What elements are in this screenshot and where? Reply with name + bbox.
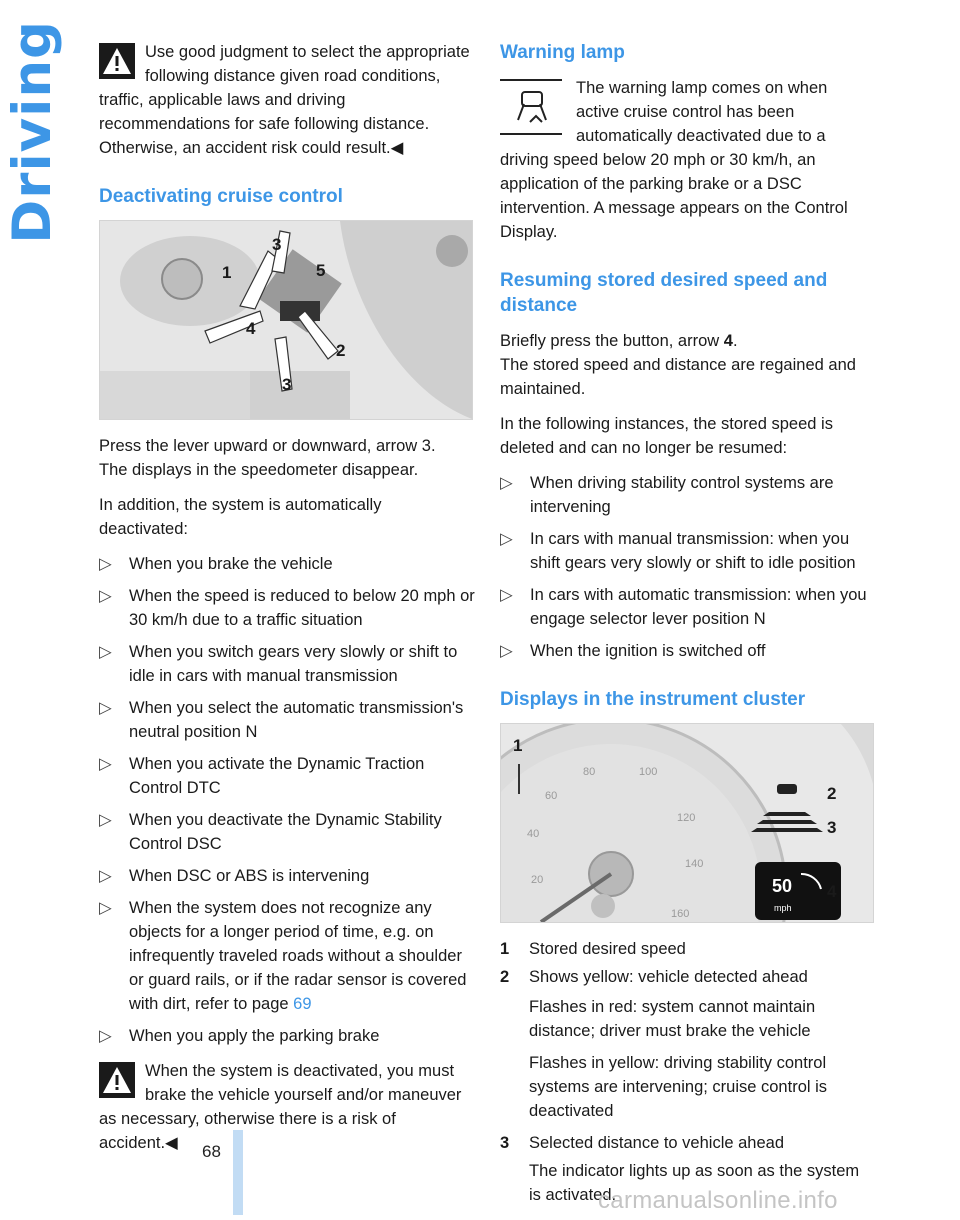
list-item	[99, 752, 475, 800]
warning-note-2	[99, 1059, 475, 1155]
list-item	[99, 864, 475, 888]
gauge-tick: 100	[639, 766, 658, 778]
heading-displays: Displays in the instrument cluster	[500, 689, 806, 710]
bullet-marker-icon: ▷	[99, 755, 112, 773]
gauge-tick: 60	[545, 790, 558, 802]
list-item	[500, 471, 872, 519]
resume-para-2: The stored speed and distance are regained and maintained.	[500, 356, 856, 398]
resume-para-1-text: Briefly press the button, arrow	[500, 332, 720, 350]
gauge-tick: 120	[677, 812, 696, 824]
list-item-text: When DSC or ABS is intervening	[129, 867, 370, 885]
figure1-label: 3	[272, 235, 282, 254]
figure-steering-lever	[99, 220, 473, 420]
list-item	[99, 696, 475, 744]
list-item	[99, 1024, 475, 1048]
list-item	[99, 896, 475, 1016]
heading-resuming: Resuming stored desired speed and distance	[500, 270, 828, 316]
legend-text: Stored desired speed	[529, 940, 686, 958]
gauge-tick: 20	[531, 874, 544, 886]
legend-number: 1	[500, 940, 510, 958]
legend-number: 3	[500, 1134, 510, 1152]
para-auto-deactivated: In addition, the system is automatically deactivated:	[99, 496, 382, 538]
list-item-text: In cars with manual transmission: when you shift gears very slowly or shift to idle position	[530, 530, 856, 572]
list-item	[500, 639, 872, 663]
list-item-text: When driving stability control systems are intervening	[530, 474, 834, 516]
watermark: carmanualsonline.info	[598, 1187, 838, 1214]
bullet-marker-icon: ▷	[500, 474, 513, 492]
figure2-label: 3	[827, 818, 837, 837]
figure2-label: 2	[827, 784, 837, 803]
bullet-marker-icon: ▷	[500, 530, 513, 548]
right-column	[500, 40, 872, 1215]
list-item-text: When the speed is reduced to below 20 mph or 30 km/h due to a traffic situation	[129, 587, 475, 629]
figure1-label: 3	[282, 375, 292, 394]
list-item	[99, 640, 475, 688]
list-item-text: When you switch gears very slowly or shift to idle in cars with manual transmission	[129, 643, 458, 685]
figure1-label: 5	[316, 261, 326, 280]
speed-unit: mph	[774, 903, 792, 913]
list-item	[99, 584, 475, 632]
arrow-number: 4	[723, 332, 733, 350]
resume-list	[500, 471, 872, 663]
list-item-text: When the ignition is switched off	[530, 642, 766, 660]
warning-lamp-text: The warning lamp comes on when active cruise control has been automatically deactivated due to a driving speed below 20 mph or 30 km/h, an application of the parking brake or a DSC intervention. A message appears on the Control Display.	[500, 79, 848, 241]
list-item	[99, 808, 475, 856]
legend-text: Selected distance to vehicle ahead	[529, 1134, 785, 1152]
para-press-lever-text: Press the lever upward or downward, arrow 3.	[99, 437, 436, 455]
bullet-marker-icon: ▷	[500, 642, 513, 660]
figure1-label: 1	[222, 263, 232, 282]
legend-sub: Flashes in red: system cannot maintain distance; driver must brake the vehicle	[529, 998, 816, 1040]
figure2-label: 1	[513, 736, 523, 755]
heading-deactivating: Deactivating cruise control	[99, 186, 343, 207]
list-item	[500, 583, 872, 631]
figure1-label: 4	[246, 319, 256, 338]
gauge-tick: 40	[527, 828, 540, 840]
left-column	[99, 40, 475, 1166]
para-displays-disappear: The displays in the speedometer disappear.	[99, 461, 419, 479]
page-bar	[233, 1130, 243, 1215]
list-item	[500, 527, 872, 575]
resume-para-1: Briefly press the button, arrow 4.	[500, 332, 738, 350]
figure-instrument-cluster	[500, 723, 874, 923]
legend-row	[500, 965, 872, 989]
deactivation-list	[99, 552, 475, 1048]
warning-lamp-block	[500, 76, 872, 244]
warning-text-2: When the system is deactivated, you must brake the vehicle yourself and/or maneuver as necessary, otherwise there is a risk of accident.◀	[99, 1062, 462, 1152]
bullet-marker-icon: ▷	[99, 587, 112, 605]
bullet-marker-icon: ▷	[500, 586, 513, 604]
list-item-text: When you brake the vehicle	[129, 555, 333, 573]
list-item-text: When the system does not recognize any objects for a longer period of time, e.g. on infrequently traveled roads without a shoulder or guard rails, or if the radar sensor is covered with dirt, refer to page	[129, 899, 467, 1013]
cruise-warning-lamp-icon	[500, 78, 562, 136]
figure2-label: 4	[827, 882, 837, 901]
heading-warning-lamp: Warning lamp	[500, 42, 625, 63]
legend-text: Shows yellow: vehicle detected ahead	[529, 968, 808, 986]
speed-value: 50	[772, 876, 793, 896]
resume-para-3: In the following instances, the stored speed is deleted and can no longer be resumed:	[500, 415, 833, 457]
para-press-lever	[99, 434, 475, 458]
bullet-marker-icon: ▷	[99, 867, 112, 885]
warning-note-1	[99, 40, 475, 160]
list-item-text: When you deactivate the Dynamic Stability Control DSC	[129, 811, 442, 853]
legend-number: 2	[500, 968, 510, 986]
gauge-tick: 160	[671, 908, 690, 920]
legend	[500, 937, 872, 1207]
warning-text-1: Use good judgment to select the appropriate following distance given road conditions, traffic, applicable laws and driving recommendations for safe following distance. Otherwise, an accident risk could result.◀	[99, 43, 470, 157]
legend-sub: The indicator lights up as soon as the system is activated.	[529, 1162, 860, 1204]
legend-sub: Flashes in yellow: driving stability control systems are intervening; cruise control is deactivated	[529, 1054, 828, 1120]
bullet-marker-icon: ▷	[99, 643, 112, 661]
warning-triangle-icon	[99, 43, 135, 79]
list-item-text: When you apply the parking brake	[129, 1027, 380, 1045]
gauge-tick: 140	[685, 858, 704, 870]
legend-row	[500, 937, 872, 961]
figure1-label: 2	[336, 341, 346, 360]
bullet-marker-icon: ▷	[99, 811, 112, 829]
list-item-text: When you select the automatic transmission's neutral position N	[129, 699, 464, 741]
page-number: 68	[202, 1142, 221, 1161]
bullet-marker-icon: ▷	[99, 555, 112, 573]
gauge-tick: 80	[583, 766, 596, 778]
bullet-marker-icon: ▷	[99, 699, 112, 717]
page-link[interactable]: 69	[293, 995, 312, 1013]
list-item	[99, 552, 475, 576]
legend-row	[500, 1131, 872, 1155]
bullet-marker-icon: ▷	[99, 899, 112, 917]
list-item-text: When you activate the Dynamic Traction Control DTC	[129, 755, 425, 797]
bullet-marker-icon: ▷	[99, 1027, 112, 1045]
warning-triangle-icon	[99, 1062, 135, 1098]
list-item-text: In cars with automatic transmission: when you engage selector lever position N	[530, 586, 867, 628]
section-title: Driving	[2, 20, 63, 244]
